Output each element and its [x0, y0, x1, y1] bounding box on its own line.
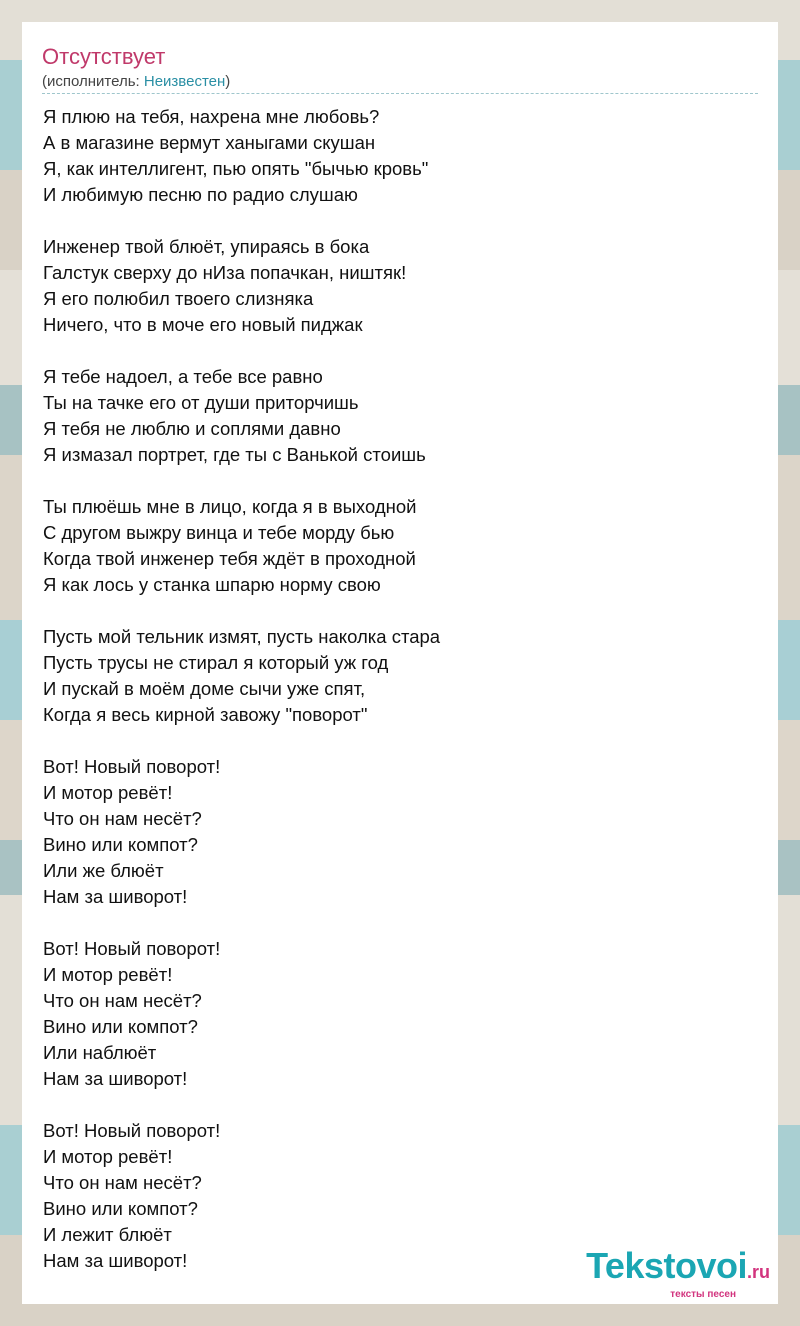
lyrics-line: Инженер твой блюёт, упираясь в бока: [43, 236, 370, 257]
lyrics-line: А в магазине вермут ханыгами скушан: [43, 132, 376, 153]
logo-wordmark: [586, 1245, 770, 1290]
logo-main-text: Tekstovoi: [586, 1245, 747, 1286]
site-logo[interactable]: [586, 1245, 770, 1300]
lyrics-line: Я тебя не люблю и соплями давно: [43, 418, 341, 439]
lyrics-line: Я как лось у станка шпарю норму свою: [43, 574, 381, 595]
lyrics-line: Вино или компот?: [43, 1198, 198, 1219]
lyrics-line: С другом выжру винца и тебе морду бью: [43, 522, 395, 543]
logo-tagline: тексты песен: [670, 1289, 736, 1300]
lyrics-line: Пусть мой тельник измят, пусть наколка стара: [43, 626, 441, 647]
lyrics-line: Вино или компот?: [43, 834, 198, 855]
lyrics-stanza: [43, 494, 763, 598]
lyrics-line: Ничего, что в моче его новый пиджак: [43, 314, 363, 335]
lyrics-stanza: [43, 624, 763, 728]
lyrics-line: Я тебе надоел, а тебе все равно: [43, 366, 323, 387]
lyrics-line: Нам за шиворот!: [43, 1250, 188, 1271]
lyrics-stanza: [43, 234, 763, 338]
lyrics-line: И мотор ревёт!: [43, 964, 173, 985]
lyrics-stanza: [43, 754, 763, 910]
lyrics-stanza: [43, 364, 763, 468]
lyrics-line: Когда я весь кирной завожу "поворот": [43, 704, 368, 725]
lyrics-body: [43, 104, 763, 1300]
lyrics-line: И любимую песню по радио слушаю: [43, 184, 358, 205]
lyrics-stanza: [43, 936, 763, 1092]
lyrics-stanza: [43, 104, 763, 208]
lyrics-line: Я плюю на тебя, нахрена мне любовь?: [43, 106, 380, 127]
lyrics-line: Вот! Новый поворот!: [43, 756, 221, 777]
lyrics-line: И лежит блюёт: [43, 1224, 172, 1245]
artist-link[interactable]: Неизвестен: [143, 73, 226, 90]
header-divider: [42, 93, 758, 94]
lyrics-line: Что он нам несёт?: [43, 808, 202, 829]
lyrics-line: Галстук сверху до нИза попачкан, ништяк!: [43, 262, 407, 283]
lyrics-line: Ты на тачке его от души приторчишь: [43, 392, 359, 413]
lyrics-line: Вот! Новый поворот!: [43, 938, 221, 959]
lyrics-line: Что он нам несёт?: [43, 1172, 202, 1193]
song-title: Отсутствует: [42, 44, 166, 69]
lyrics-line: Вино или компот?: [43, 1016, 198, 1037]
lyrics-line: Нам за шиворот!: [43, 886, 188, 907]
artist-suffix: ): [225, 73, 231, 90]
lyrics-line: Или наблюёт: [43, 1042, 157, 1063]
lyrics-line: Пусть трусы не стирал я который уж год: [43, 652, 389, 673]
lyrics-line: Вот! Новый поворот!: [43, 1120, 221, 1141]
lyrics-line: Ты плюёшь мне в лицо, когда я в выходной: [43, 496, 417, 517]
lyrics-line: Я, как интеллигент, пью опять "бычью кровь": [43, 158, 429, 179]
logo-domain: .ru: [746, 1262, 770, 1282]
lyrics-line: Я измазал портрет, где ты с Ванькой стоишь: [43, 444, 426, 465]
lyrics-line: Я его полюбил твоего слизняка: [43, 288, 314, 309]
lyrics-line: Что он нам несёт?: [43, 990, 202, 1011]
artist-line: [42, 73, 230, 91]
lyrics-line: И мотор ревёт!: [43, 1146, 173, 1167]
lyrics-line: Нам за шиворот!: [43, 1068, 188, 1089]
lyrics-line: Когда твой инженер тебя ждёт в проходной: [43, 548, 416, 569]
lyrics-line: И пускай в моём доме сычи уже спят,: [43, 678, 366, 699]
lyrics-line: И мотор ревёт!: [43, 782, 173, 803]
lyrics-line: Или же блюёт: [43, 860, 164, 881]
lyrics-card: [22, 22, 778, 1304]
artist-prefix: (исполнитель:: [42, 73, 144, 90]
